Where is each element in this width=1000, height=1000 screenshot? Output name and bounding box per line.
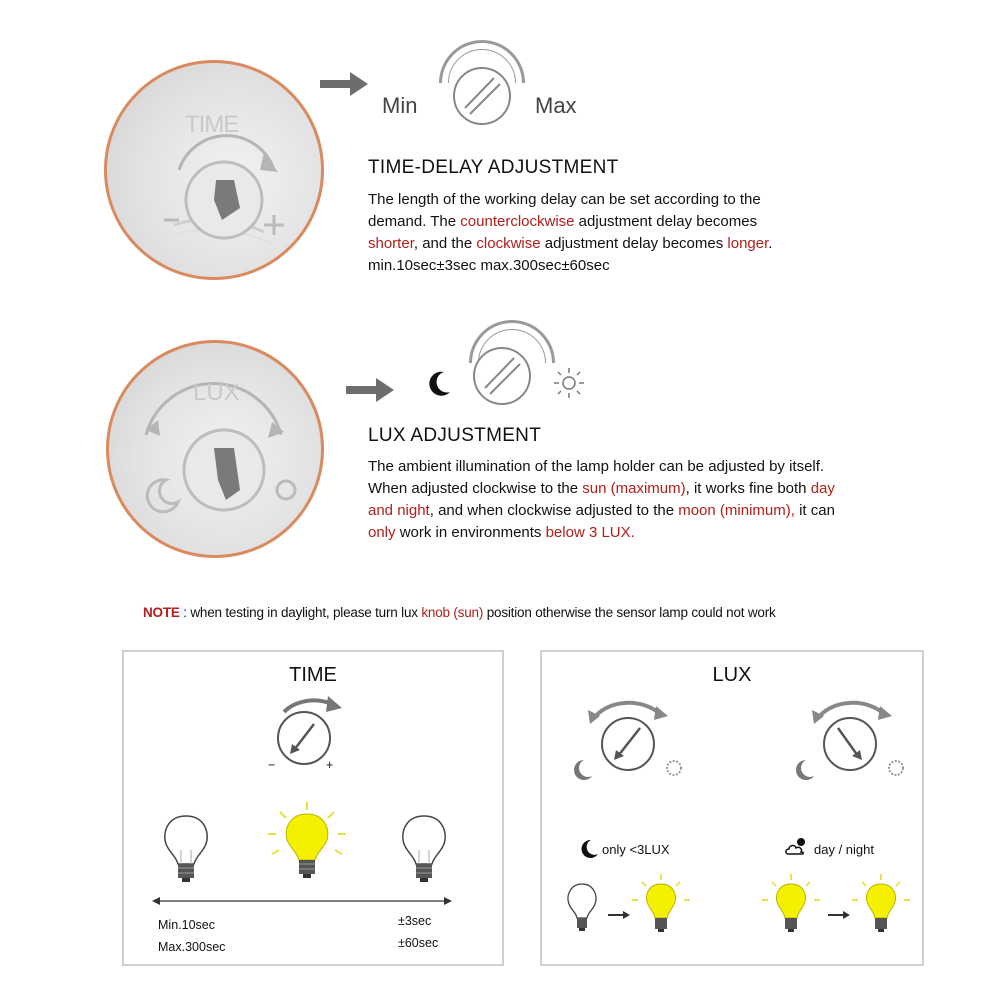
only-3lux-label: only <3LUX	[602, 842, 670, 857]
moon-icon	[424, 368, 454, 403]
min-tolerance-label: ±3sec	[398, 914, 432, 928]
bulb-on-icon	[630, 872, 692, 951]
min-time-label: Min.10sec	[158, 918, 215, 932]
plus-label: +	[326, 758, 334, 772]
lux-panel	[540, 650, 924, 966]
bulb-on-icon	[850, 872, 912, 951]
cloud-sun-icon	[784, 834, 812, 863]
lux-knob-moon-icon	[562, 688, 692, 793]
note-label: NOTE	[143, 605, 180, 620]
photo-time-label: TIME	[185, 111, 239, 138]
time-text-line-3: shorter, and the clockwise adjustment delay becomes longer.	[368, 235, 773, 252]
max-tolerance-label: ±60sec	[398, 936, 439, 950]
sun-icon	[552, 366, 586, 405]
day-night-label: day / night	[814, 842, 874, 857]
lux-knob-photo	[106, 340, 324, 558]
moon-small-icon	[578, 838, 600, 865]
arrow-right-icon	[320, 72, 370, 101]
max-label: Max	[535, 93, 577, 118]
photo-lux-label: LUX	[193, 379, 240, 406]
lux-section-title: LUX ADJUSTMENT	[368, 425, 542, 446]
max-time-label: Max.300sec	[158, 940, 226, 954]
time-section-title: TIME-DELAY ADJUSTMENT	[368, 157, 619, 178]
bulb-off-icon	[562, 880, 602, 945]
time-dial-icon	[432, 38, 532, 133]
time-knob-icon	[262, 692, 362, 777]
time-knob-photo	[104, 60, 324, 280]
arrow-right-small-icon	[828, 906, 850, 924]
bulb-on-icon	[760, 872, 822, 951]
arrow-right-small-icon	[608, 906, 630, 924]
range-arrow	[152, 894, 452, 912]
time-text-line-2: demand. The counterclockwise adjustment delay becomes	[368, 213, 758, 230]
bulb-off-icon	[156, 810, 216, 895]
lux-text-line-2: When adjusted clockwise to the sun (maximum), it works fine both day	[368, 480, 835, 497]
lux-text-line-1: The ambient illumination of the lamp holder can be adjusted by itself.	[368, 458, 825, 475]
lux-dial-icon	[462, 318, 562, 413]
time-panel	[122, 650, 504, 966]
lux-knob-sun-icon	[786, 688, 916, 793]
time-text-line-1: The length of the working delay can be set according to the	[368, 191, 761, 208]
time-text-line-4: min.10sec±3sec max.300sec±60sec	[368, 257, 610, 274]
min-label: Min	[382, 93, 418, 118]
lux-panel-title: LUX	[712, 664, 752, 686]
bulb-on-icon	[262, 798, 352, 899]
lux-text-line-3: and night, and when clockwise adjusted to the moon (minimum), it can	[368, 502, 835, 519]
arrow-right-icon	[346, 378, 396, 407]
note-line: NOTE : when testing in daylight, please turn lux knob (sun) position otherwise the sensor lamp could not work	[143, 605, 776, 620]
time-panel-title: TIME	[289, 664, 337, 686]
bulb-off-icon	[394, 810, 454, 895]
lux-text-line-4: only work in environments below 3 LUX.	[368, 524, 635, 541]
lux-section-text	[368, 456, 968, 544]
minus-label: −	[268, 758, 276, 772]
time-section-text	[368, 189, 928, 277]
